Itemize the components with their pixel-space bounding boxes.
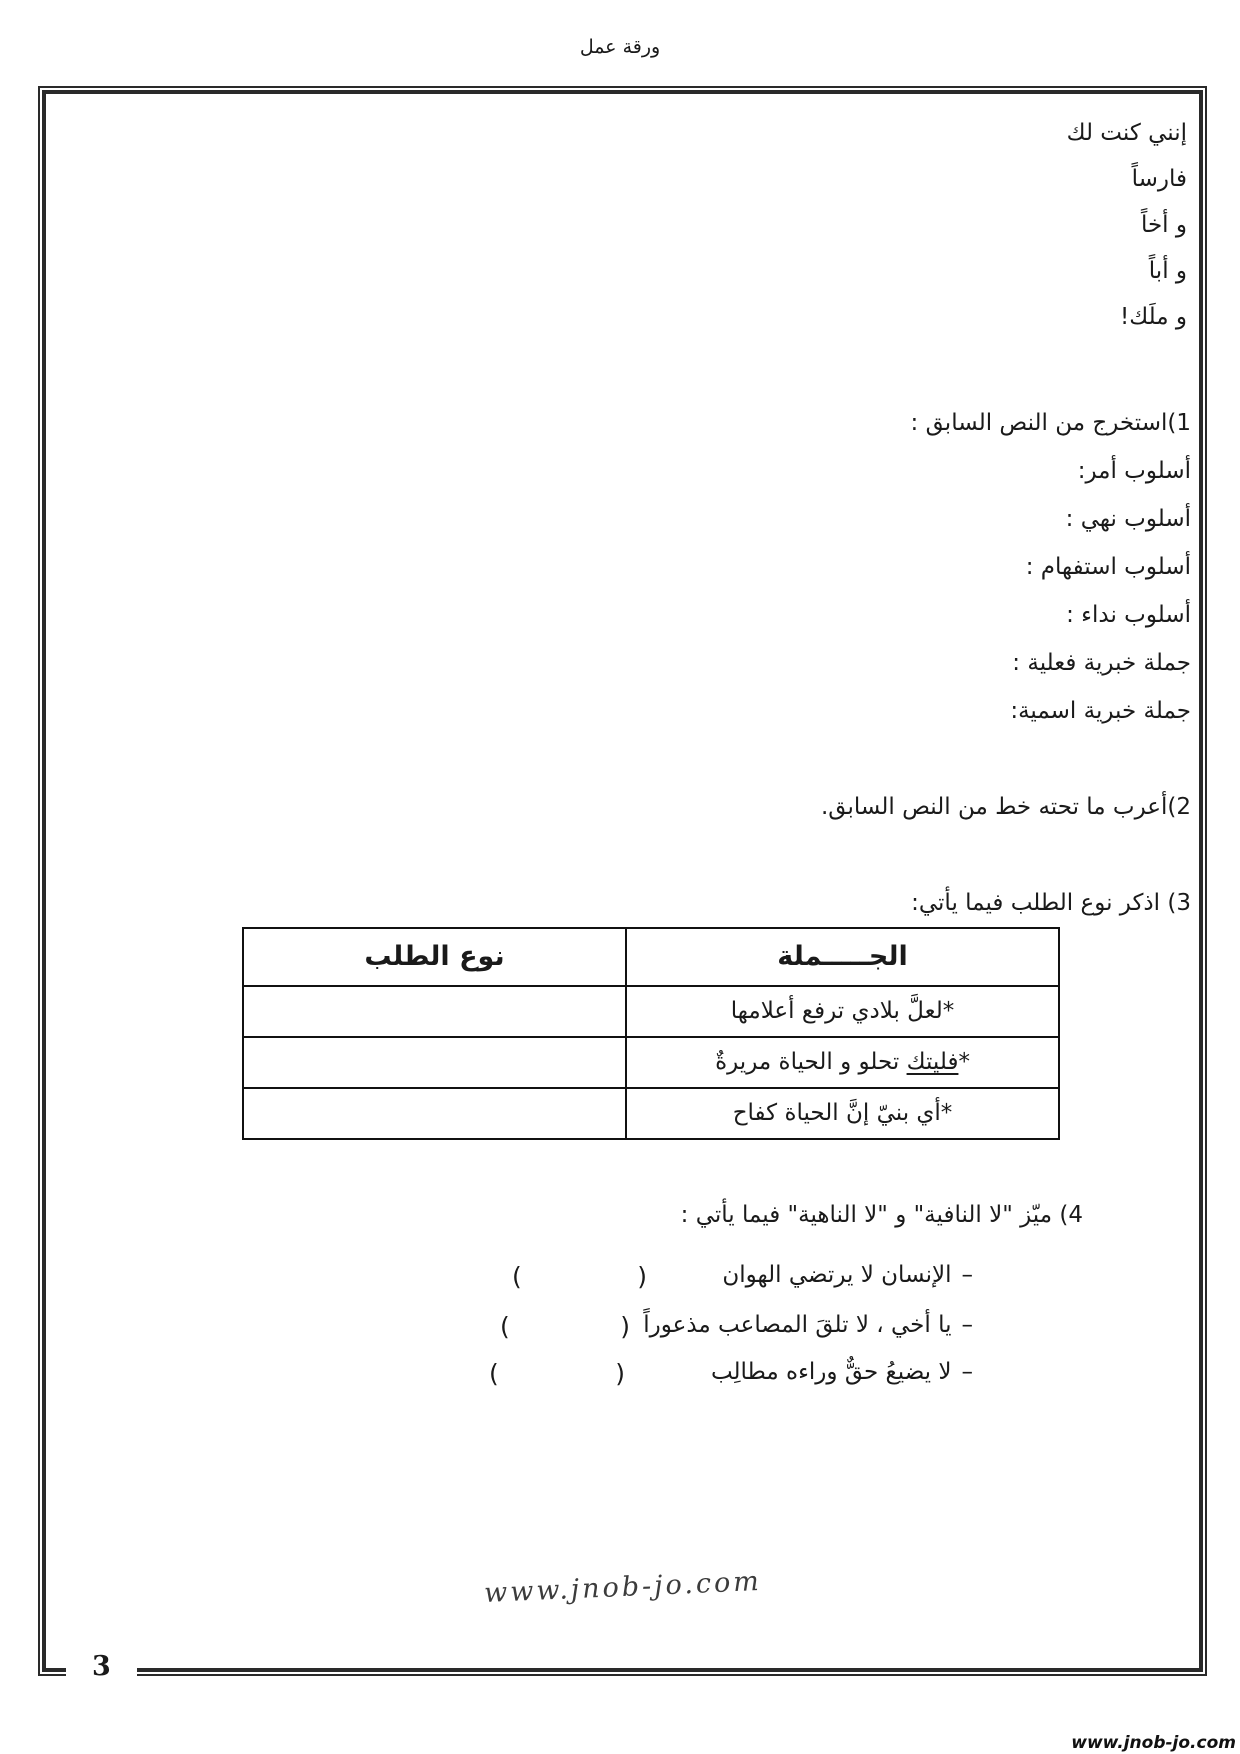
dash-bullet: – [961,1312,973,1338]
table-header-sentence: الجـــــملة [626,928,1059,986]
question-1-item: جملة خبرية فعلية : [1012,650,1191,676]
page-border-frame [38,86,1207,1682]
table-row [243,986,1059,1037]
sentence-cell [626,1088,1059,1139]
poem-line: و أباً [1148,258,1187,284]
paren-close: ) [615,1359,625,1388]
question-1-item: أسلوب نداء : [1066,602,1191,628]
sentence-cell [626,1037,1059,1088]
paren-open: ( [512,1262,522,1291]
dash-bullet: – [961,1262,973,1288]
type-answer-cell [243,986,626,1037]
question-4-item [722,1260,973,1291]
question-1-item: أسلوب استفهام : [1025,554,1191,580]
type-answer-cell [243,1037,626,1088]
question-1-heading: 1)استخرج من النص السابق : [910,410,1191,436]
question-1-item: جملة خبرية اسمية: [1010,698,1191,724]
paren-close: ) [637,1262,647,1291]
site-watermark: www.jnob-jo.com [482,1565,762,1610]
sentence-underlined: فليتك [906,1048,959,1075]
paren-open: ( [489,1359,499,1388]
sentence-text: *أي بنيّ إنَّ الحياة كفاح [732,1099,953,1126]
paren-open: ( [500,1312,510,1341]
page-title: ورقة عمل [579,36,661,58]
question-4-item [643,1310,973,1341]
table-header-type: نوع الطلب [243,928,626,986]
poem-line: و أخاً [1140,212,1187,238]
page-number: 3 [66,1649,137,1684]
question-4-item-text: لا يضيعُ حقٌّ وراءه مطالِب [710,1359,952,1385]
sentence-text: تحلو و الحياة مريرةٌ [715,1048,907,1075]
question-1-item: أسلوب نهي : [1065,506,1191,532]
table-header-row [243,928,1059,986]
page-content [40,88,1205,1674]
answer-parentheses [512,1260,647,1294]
answer-parentheses [500,1310,630,1344]
question-4-heading: 4) ميّز "لا النافية" و "لا الناهية" فيما يأتي : [680,1202,1083,1228]
answer-parentheses [489,1357,625,1391]
poem-line: و ملَك! [1120,304,1187,330]
sentence-text: *لعلَّ بلادي ترفع أعلامها [730,997,955,1024]
question-4-item-text: الإنسان لا يرتضي الهوان [722,1262,952,1288]
paren-close: ) [620,1312,630,1341]
question-1-item: أسلوب أمر: [1077,458,1191,484]
question-2-heading: 2)أعرب ما تحته خط من النص السابق. [821,794,1191,820]
poem-line: فارساً [1131,166,1187,192]
question-4-item [711,1357,973,1388]
sentence-text: * [958,1048,970,1075]
question-3-heading: 3) اذكر نوع الطلب فيما يأتي: [911,890,1191,916]
table-row [243,1088,1059,1139]
footer-site-url: www.jnob-jo.com [1071,1733,1236,1753]
dash-bullet: – [961,1359,973,1385]
sentence-cell [626,986,1059,1037]
question-4-item-text: يا أخي ، لا تلقَ المصاعب مذعوراً [643,1312,952,1338]
poem-line: إنني كنت لك [1066,120,1187,146]
request-type-table [242,927,1060,1140]
table-row [243,1037,1059,1088]
type-answer-cell [243,1088,626,1139]
